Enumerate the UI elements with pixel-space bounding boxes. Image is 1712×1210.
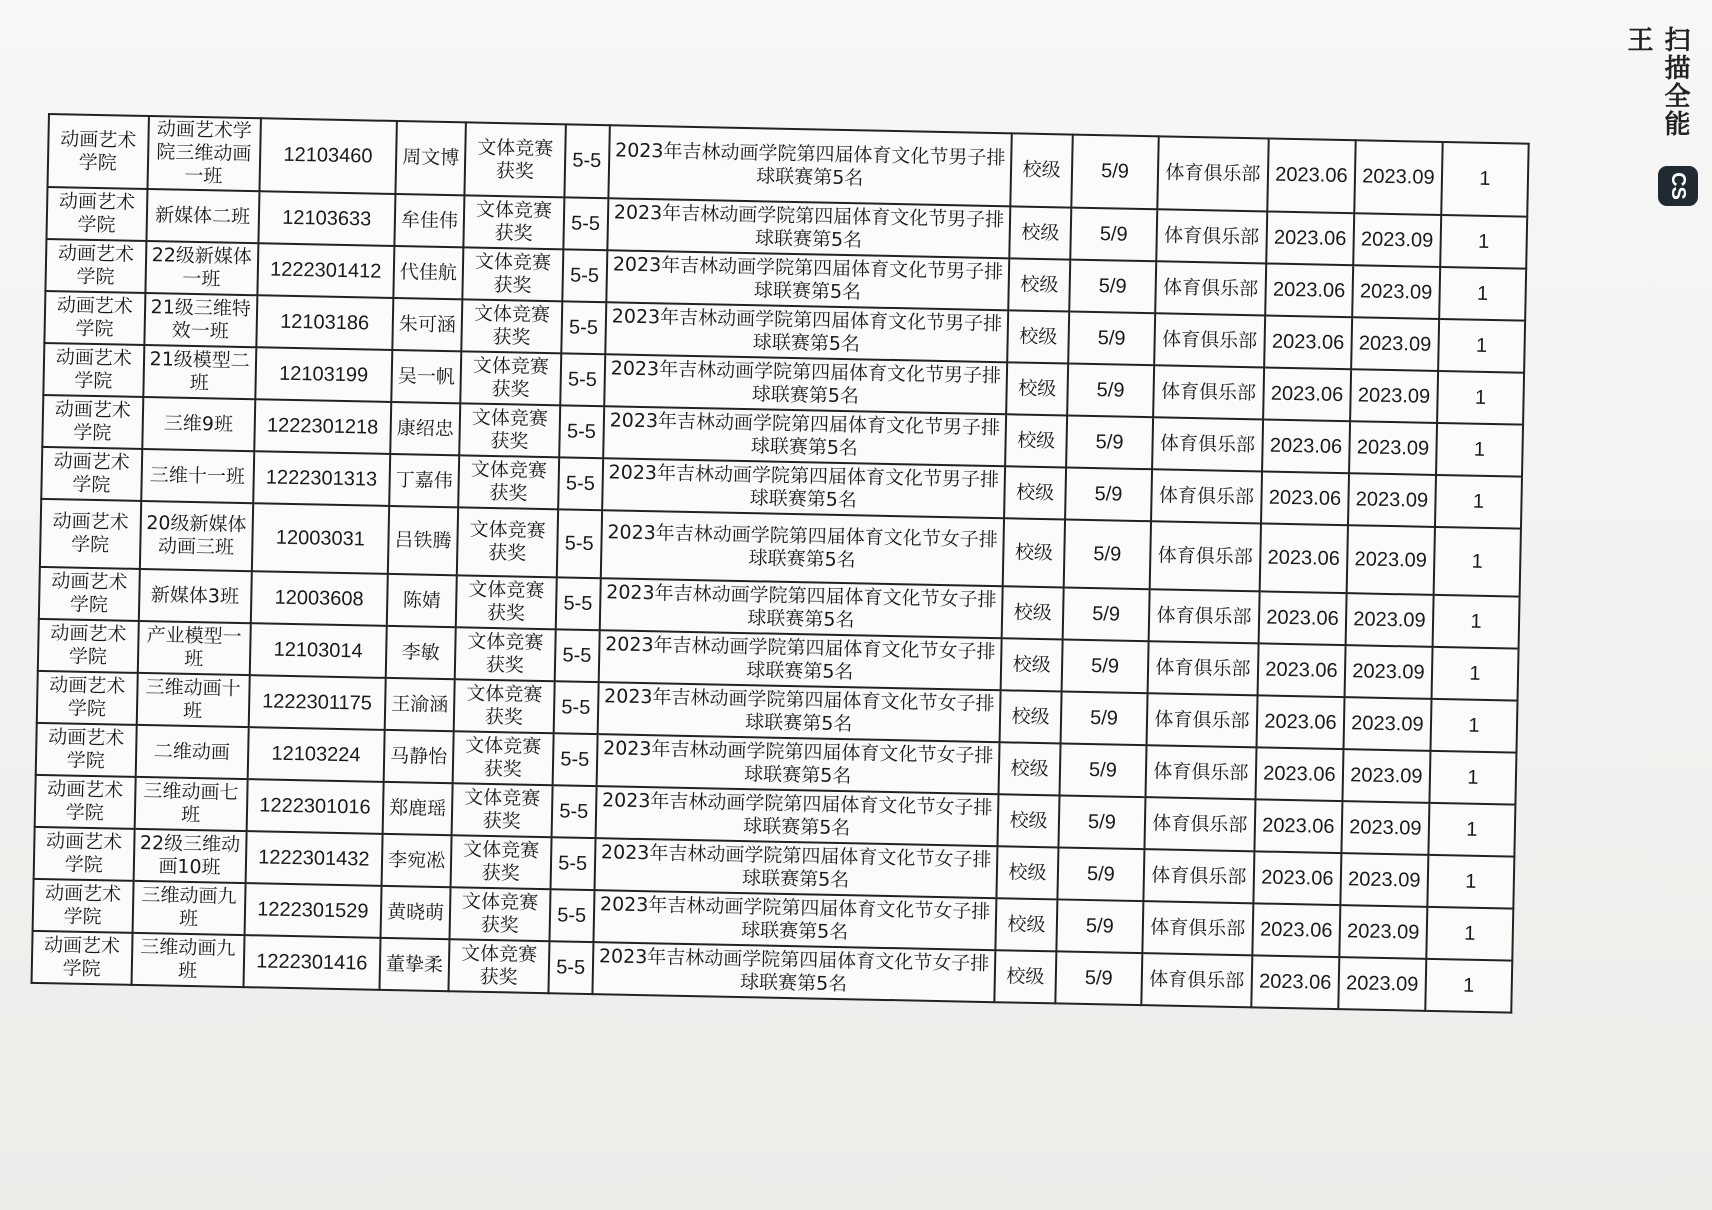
- college-cell: 动画艺术学院: [45, 239, 146, 293]
- class-cell: 22级三维动画10班: [133, 829, 246, 883]
- category-cell: 文体竞赛获奖: [452, 783, 553, 837]
- watermark-text: 扫描全能王: [1623, 26, 1690, 138]
- issuing-unit-cell: 体育俱乐部: [1157, 136, 1268, 211]
- score-cell: 1: [1440, 215, 1527, 269]
- class-cell: 21级模型二班: [143, 345, 256, 399]
- code-cell: 5-5: [558, 457, 603, 510]
- award-table: [31, 113, 1530, 1014]
- code-cell: 5-5: [553, 681, 598, 734]
- end-date-cell: 2023.09: [1344, 645, 1432, 699]
- student-id-cell: 1222301416: [243, 935, 380, 990]
- award-description-cell: 2023年吉林动画学院第四届体育文化节男子排球联赛第5名: [607, 198, 1010, 258]
- class-cell: 新媒体二班: [146, 189, 259, 243]
- student-id-cell: 12103633: [258, 191, 395, 246]
- college-cell: 动画艺术学院: [37, 671, 138, 725]
- score-cell: 1: [1441, 142, 1529, 217]
- award-description-cell: 2023年吉林动画学院第四届体育文化节男子排球联赛第5名: [608, 125, 1012, 206]
- category-cell: 文体竞赛获奖: [453, 731, 554, 785]
- rank-cell: 5/9: [1057, 847, 1144, 901]
- student-name-cell: 董挚柔: [379, 938, 449, 991]
- start-date-cell: 2023.06: [1265, 263, 1353, 317]
- end-date-cell: 2023.09: [1341, 801, 1429, 855]
- end-date-cell: 2023.09: [1346, 593, 1434, 647]
- rank-cell: 5/9: [1061, 691, 1148, 745]
- code-cell: 5-5: [554, 629, 599, 682]
- code-cell: 5-5: [564, 124, 609, 198]
- college-cell: 动画艺术学院: [33, 879, 134, 933]
- end-date-cell: 2023.09: [1343, 697, 1431, 751]
- class-cell: 二维动画: [135, 725, 248, 779]
- student-name-cell: 丁嘉伟: [389, 454, 459, 507]
- category-cell: 文体竞赛获奖: [458, 455, 559, 509]
- student-name-cell: 吴一帆: [391, 350, 461, 403]
- issuing-unit-cell: 体育俱乐部: [1142, 901, 1253, 955]
- score-cell: 1: [1438, 319, 1525, 373]
- student-id-cell: 12003608: [251, 571, 388, 626]
- score-cell: 1: [1439, 267, 1526, 321]
- end-date-cell: 2023.09: [1348, 473, 1436, 527]
- rank-cell: 5/9: [1071, 135, 1158, 210]
- student-id-cell: 12003031: [252, 503, 390, 574]
- score-cell: 1: [1429, 751, 1516, 805]
- code-cell: 5-5: [556, 509, 601, 578]
- college-cell: 动画艺术学院: [39, 567, 140, 621]
- rank-cell: 5/9: [1055, 951, 1142, 1005]
- class-cell: 三维十一班: [141, 449, 254, 503]
- start-date-cell: 2023.06: [1252, 903, 1340, 957]
- college-cell: 动画艺术学院: [40, 499, 141, 569]
- score-cell: 1: [1437, 371, 1524, 425]
- end-date-cell: 2023.09: [1342, 749, 1430, 803]
- start-date-cell: 2023.06: [1266, 211, 1354, 265]
- code-cell: 5-5: [555, 577, 600, 630]
- award-description-cell: 2023年吉林动画学院第四届体育文化节男子排球联赛第5名: [605, 302, 1008, 362]
- issuing-unit-cell: 体育俱乐部: [1141, 953, 1252, 1007]
- code-cell: 5-5: [552, 733, 597, 786]
- award-description-cell: 2023年吉林动画学院第四届体育文化节女子排球联赛第5名: [599, 578, 1002, 638]
- end-date-cell: 2023.09: [1351, 317, 1439, 371]
- rank-cell: 5/9: [1070, 208, 1157, 262]
- end-date-cell: 2023.09: [1353, 213, 1441, 267]
- student-id-cell: 12103186: [256, 295, 393, 350]
- issuing-unit-cell: 体育俱乐部: [1151, 469, 1262, 523]
- student-id-cell: 1222301432: [245, 831, 382, 886]
- start-date-cell: 2023.06: [1258, 643, 1346, 697]
- student-name-cell: 陈婧: [387, 574, 457, 627]
- category-cell: 文体竞赛获奖: [460, 351, 561, 405]
- issuing-unit-cell: 体育俱乐部: [1143, 849, 1254, 903]
- student-name-cell: 黄晓萌: [380, 886, 450, 939]
- start-date-cell: 2023.06: [1256, 695, 1344, 749]
- student-name-cell: 牟佳伟: [394, 194, 464, 247]
- start-date-cell: 2023.06: [1267, 139, 1355, 214]
- student-id-cell: 1222301529: [244, 883, 381, 938]
- camscanner-watermark: [1623, 26, 1698, 208]
- award-description-cell: 2023年吉林动画学院第四届体育文化节女子排球联赛第5名: [598, 630, 1001, 690]
- category-cell: 文体竞赛获奖: [461, 299, 562, 353]
- category-cell: 文体竞赛获奖: [462, 247, 563, 301]
- score-cell: 1: [1431, 647, 1518, 701]
- rank-cell: 5/9: [1065, 468, 1152, 522]
- class-cell: 三维动画七班: [134, 777, 247, 831]
- award-description-cell: 2023年吉林动画学院第四届体育文化节女子排球联赛第5名: [597, 682, 1000, 742]
- award-description-cell: 2023年吉林动画学院第四届体育文化节男子排球联赛第5名: [606, 250, 1009, 310]
- college-cell: 动画艺术学院: [42, 395, 143, 449]
- issuing-unit-cell: 体育俱乐部: [1149, 589, 1260, 643]
- student-name-cell: 康绍忠: [390, 402, 460, 455]
- student-id-cell: 12103014: [249, 623, 386, 678]
- award-description-cell: 2023年吉林动画学院第四届体育文化节女子排球联赛第5名: [596, 734, 999, 794]
- class-cell: 产业模型一班: [137, 621, 250, 675]
- student-id-cell: 1222301218: [254, 399, 391, 454]
- start-date-cell: 2023.06: [1259, 591, 1347, 645]
- rank-cell: 5/9: [1066, 416, 1153, 470]
- category-cell: 文体竞赛获奖: [464, 195, 565, 249]
- code-cell: 5-5: [549, 889, 594, 942]
- score-cell: 1: [1428, 803, 1515, 857]
- issuing-unit-cell: 体育俱乐部: [1147, 641, 1258, 695]
- class-cell: 20级新媒体动画三班: [139, 501, 252, 571]
- level-cell: 校级: [1001, 638, 1063, 691]
- award-description-cell: 2023年吉林动画学院第四届体育文化节女子排球联赛第5名: [595, 786, 998, 846]
- score-cell: 1: [1432, 595, 1519, 649]
- score-cell: 1: [1435, 475, 1522, 529]
- code-cell: 5-5: [561, 301, 606, 354]
- college-cell: 动画艺术学院: [34, 827, 135, 881]
- issuing-unit-cell: 体育俱乐部: [1144, 797, 1255, 851]
- student-name-cell: 周文博: [395, 121, 466, 195]
- level-cell: 校级: [999, 742, 1061, 795]
- category-cell: 文体竞赛获奖: [455, 627, 556, 681]
- award-table-body: [32, 114, 1529, 1013]
- level-cell: 校级: [1004, 466, 1066, 519]
- score-cell: 1: [1425, 959, 1512, 1013]
- category-cell: 文体竞赛获奖: [459, 403, 560, 457]
- student-id-cell: 12103460: [259, 118, 397, 194]
- code-cell: 5-5: [548, 941, 593, 994]
- start-date-cell: 2023.06: [1260, 523, 1348, 593]
- score-cell: 1: [1430, 699, 1517, 753]
- category-cell: 文体竞赛获奖: [449, 939, 550, 993]
- code-cell: 5-5: [563, 197, 608, 250]
- class-cell: 三维动画九班: [131, 933, 244, 987]
- issuing-unit-cell: 体育俱乐部: [1153, 365, 1264, 419]
- award-description-cell: 2023年吉林动画学院第四届体育文化节女子排球联赛第5名: [592, 942, 995, 1002]
- class-cell: 21级三维特效一班: [144, 293, 257, 347]
- student-id-cell: 1222301175: [248, 675, 385, 730]
- code-cell: 5-5: [560, 353, 605, 406]
- end-date-cell: 2023.09: [1339, 905, 1427, 959]
- category-cell: 文体竞赛获奖: [451, 835, 552, 889]
- student-name-cell: 李宛凇: [382, 834, 452, 887]
- level-cell: 校级: [1005, 414, 1067, 467]
- award-description-cell: 2023年吉林动画学院第四届体育文化节男子排球联赛第5名: [603, 406, 1006, 466]
- level-cell: 校级: [998, 794, 1060, 847]
- level-cell: 校级: [1000, 690, 1062, 743]
- level-cell: 校级: [995, 950, 1057, 1003]
- level-cell: 校级: [1009, 206, 1071, 259]
- class-cell: 新媒体3班: [138, 569, 251, 623]
- start-date-cell: 2023.06: [1263, 367, 1351, 421]
- start-date-cell: 2023.06: [1262, 419, 1350, 473]
- rank-cell: 5/9: [1056, 899, 1143, 953]
- college-cell: 动画艺术学院: [38, 619, 139, 673]
- category-cell: 文体竞赛获奖: [450, 887, 551, 941]
- category-cell: 文体竞赛获奖: [457, 507, 558, 577]
- student-id-cell: 1222301016: [246, 779, 383, 834]
- college-cell: 动画艺术学院: [48, 114, 149, 189]
- issuing-unit-cell: 体育俱乐部: [1146, 693, 1257, 747]
- college-cell: 动画艺术学院: [41, 447, 142, 501]
- end-date-cell: 2023.09: [1352, 265, 1440, 319]
- college-cell: 动画艺术学院: [36, 723, 137, 777]
- issuing-unit-cell: 体育俱乐部: [1145, 745, 1256, 799]
- end-date-cell: 2023.09: [1349, 421, 1437, 475]
- student-name-cell: 郑鹿瑶: [383, 782, 453, 835]
- camscanner-logo-icon: CS: [1658, 166, 1698, 206]
- code-cell: 5-5: [559, 405, 604, 458]
- award-description-cell: 2023年吉林动画学院第四届体育文化节女子排球联赛第5名: [593, 890, 996, 950]
- end-date-cell: 2023.09: [1338, 957, 1426, 1011]
- issuing-unit-cell: 体育俱乐部: [1156, 209, 1267, 263]
- issuing-unit-cell: 体育俱乐部: [1154, 313, 1265, 367]
- rank-cell: 5/9: [1068, 312, 1155, 366]
- class-cell: 22级新媒体一班: [145, 241, 258, 295]
- score-cell: 1: [1436, 423, 1523, 477]
- code-cell: 5-5: [562, 249, 607, 302]
- rank-cell: 5/9: [1064, 519, 1151, 589]
- issuing-unit-cell: 体育俱乐部: [1152, 417, 1263, 471]
- award-table-container: [31, 113, 1530, 1014]
- score-cell: 1: [1427, 855, 1514, 909]
- award-description-cell: 2023年吉林动画学院第四届体育文化节男子排球联赛第5名: [604, 354, 1007, 414]
- rank-cell: 5/9: [1059, 743, 1146, 797]
- start-date-cell: 2023.06: [1255, 747, 1343, 801]
- student-name-cell: 马静怡: [384, 730, 454, 783]
- award-description-cell: 2023年吉林动画学院第四届体育文化节女子排球联赛第5名: [600, 510, 1004, 586]
- code-cell: 5-5: [550, 837, 595, 890]
- student-name-cell: 李敏: [386, 626, 456, 679]
- college-cell: 动画艺术学院: [32, 931, 133, 985]
- award-description-cell: 2023年吉林动画学院第四届体育文化节男子排球联赛第5名: [602, 458, 1005, 518]
- rank-cell: 5/9: [1058, 795, 1145, 849]
- end-date-cell: 2023.09: [1350, 369, 1438, 423]
- level-cell: 校级: [1002, 586, 1064, 639]
- start-date-cell: 2023.06: [1261, 471, 1349, 525]
- start-date-cell: 2023.06: [1254, 799, 1342, 853]
- start-date-cell: 2023.06: [1264, 315, 1352, 369]
- end-date-cell: 2023.09: [1340, 853, 1428, 907]
- end-date-cell: 2023.09: [1347, 525, 1435, 595]
- score-cell: 1: [1426, 907, 1513, 961]
- rank-cell: 5/9: [1067, 364, 1154, 418]
- rank-cell: 5/9: [1063, 587, 1150, 641]
- student-name-cell: 吕铁腾: [388, 506, 459, 575]
- student-id-cell: 12103199: [255, 347, 392, 402]
- class-cell: 三维9班: [142, 397, 255, 451]
- level-cell: 校级: [1003, 518, 1065, 587]
- category-cell: 文体竞赛获奖: [454, 679, 555, 733]
- end-date-cell: 2023.09: [1354, 140, 1442, 215]
- college-cell: 动画艺术学院: [43, 343, 144, 397]
- college-cell: 动画艺术学院: [44, 291, 145, 345]
- issuing-unit-cell: 体育俱乐部: [1150, 521, 1261, 591]
- college-cell: 动画艺术学院: [35, 775, 136, 829]
- code-cell: 5-5: [551, 785, 596, 838]
- student-name-cell: 朱可涵: [392, 298, 462, 351]
- category-cell: 文体竞赛获奖: [456, 575, 557, 629]
- rank-cell: 5/9: [1069, 260, 1156, 314]
- rank-cell: 5/9: [1062, 639, 1149, 693]
- student-name-cell: 王渝涵: [385, 678, 455, 731]
- level-cell: 校级: [1008, 258, 1070, 311]
- award-description-cell: 2023年吉林动画学院第四届体育文化节女子排球联赛第5名: [594, 838, 997, 898]
- class-cell: 三维动画九班: [132, 881, 245, 935]
- issuing-unit-cell: 体育俱乐部: [1155, 261, 1266, 315]
- level-cell: 校级: [997, 846, 1059, 899]
- start-date-cell: 2023.06: [1253, 851, 1341, 905]
- class-cell: 三维动画十班: [136, 673, 249, 727]
- student-id-cell: 12103224: [247, 727, 384, 782]
- level-cell: 校级: [1007, 310, 1069, 363]
- category-cell: 文体竞赛获奖: [465, 122, 566, 197]
- student-id-cell: 1222301412: [257, 243, 394, 298]
- level-cell: 校级: [996, 898, 1058, 951]
- class-cell: 动画艺术学院三维动画一班: [147, 116, 261, 191]
- student-name-cell: 代佳航: [393, 246, 463, 299]
- college-cell: 动画艺术学院: [46, 187, 147, 241]
- score-cell: 1: [1434, 527, 1521, 597]
- level-cell: 校级: [1011, 133, 1073, 207]
- student-id-cell: 1222301313: [253, 451, 390, 506]
- start-date-cell: 2023.06: [1251, 955, 1339, 1009]
- level-cell: 校级: [1006, 362, 1068, 415]
